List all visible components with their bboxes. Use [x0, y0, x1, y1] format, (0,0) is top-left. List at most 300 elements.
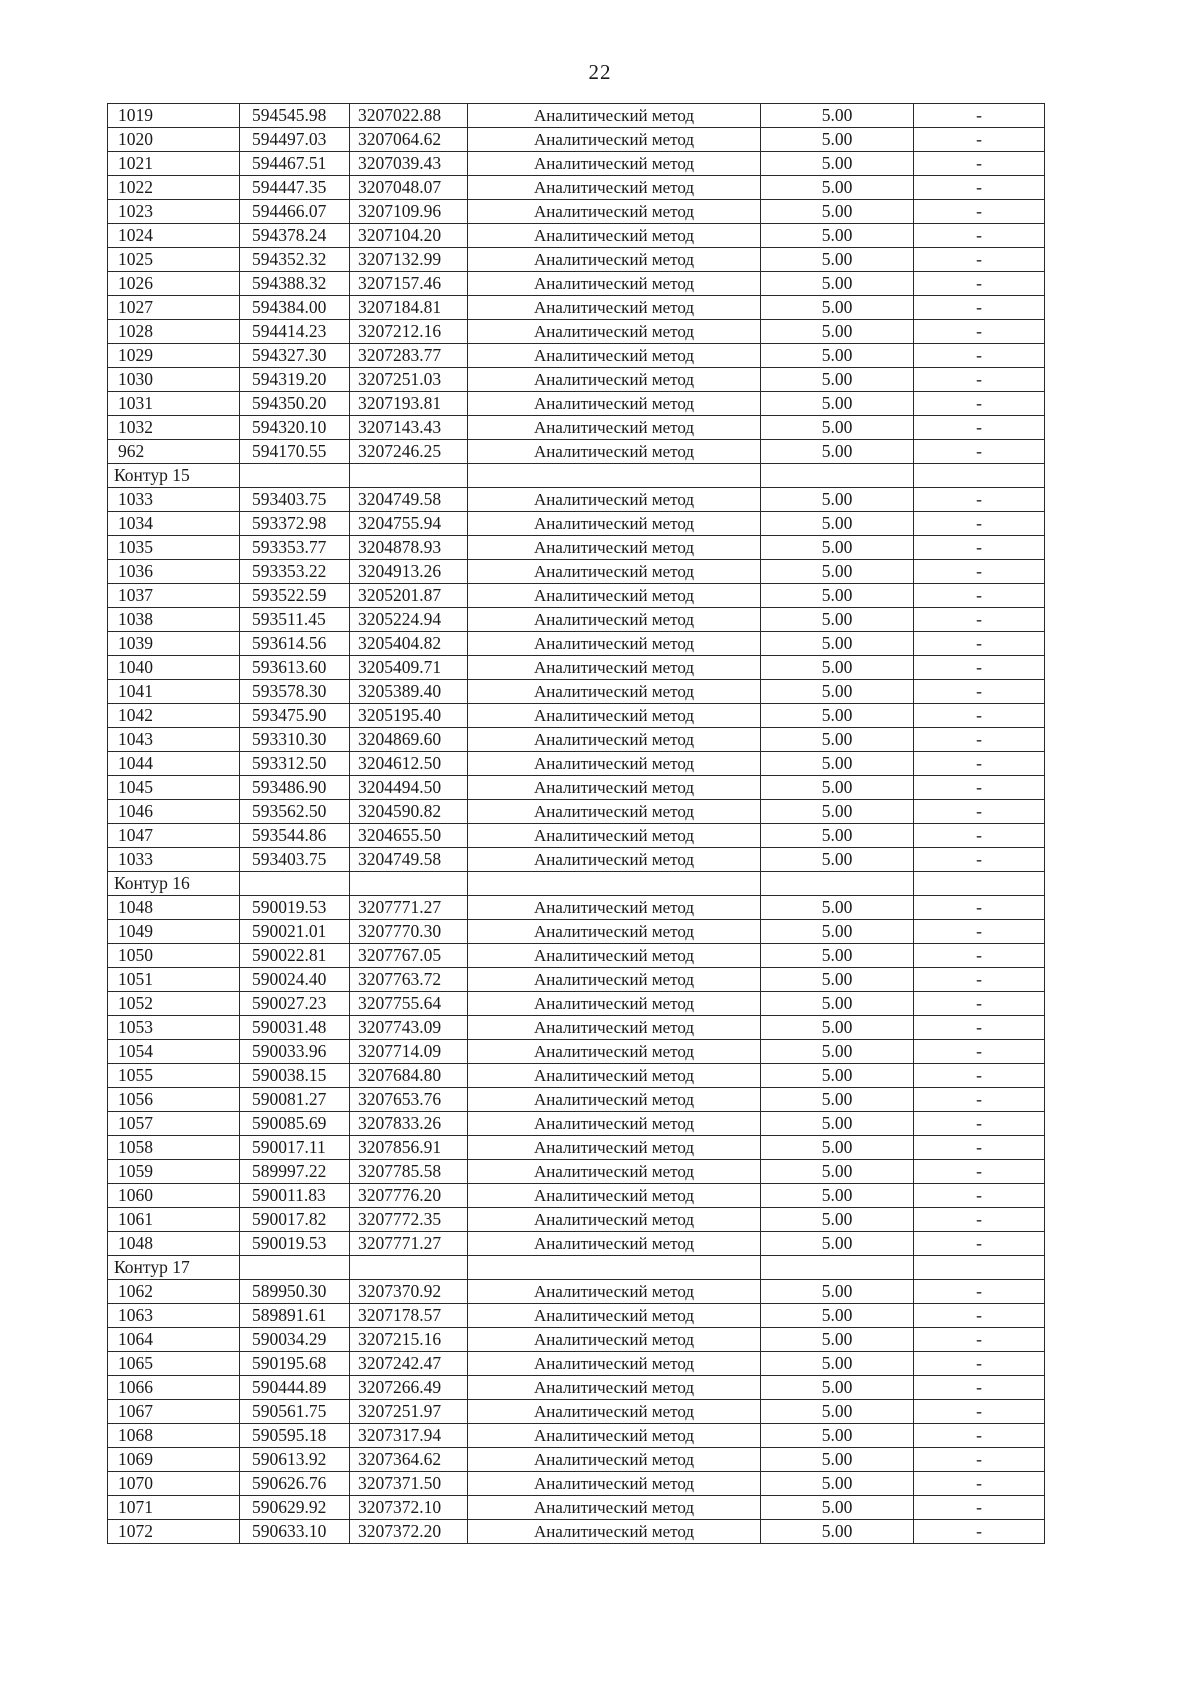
y-coordinate-cell: 3207755.64: [350, 992, 468, 1016]
accuracy-cell: 5.00: [761, 416, 914, 440]
accuracy-cell: 5.00: [761, 752, 914, 776]
method-cell: Аналитический метод: [468, 1472, 761, 1496]
point-id-cell: 1041: [108, 680, 240, 704]
method-cell: Аналитический метод: [468, 368, 761, 392]
point-id-cell: 1052: [108, 992, 240, 1016]
x-coordinate-cell: 590595.18: [240, 1424, 350, 1448]
table-row: [108, 1040, 1045, 1064]
empty-cell: [350, 872, 468, 896]
x-coordinate-cell: 594170.55: [240, 440, 350, 464]
method-cell: Аналитический метод: [468, 824, 761, 848]
table-row: [108, 1064, 1045, 1088]
method-cell: Аналитический метод: [468, 1280, 761, 1304]
point-id-cell: 1065: [108, 1352, 240, 1376]
empty-cell: [468, 872, 761, 896]
point-id-cell: 962: [108, 440, 240, 464]
method-cell: Аналитический метод: [468, 968, 761, 992]
x-coordinate-cell: 593544.86: [240, 824, 350, 848]
note-cell: -: [914, 992, 1045, 1016]
method-cell: Аналитический метод: [468, 1160, 761, 1184]
note-cell: -: [914, 200, 1045, 224]
empty-cell: [761, 872, 914, 896]
point-id-cell: 1053: [108, 1016, 240, 1040]
coordinates-table: [107, 103, 1045, 1544]
table-row: [108, 680, 1045, 704]
point-id-cell: 1067: [108, 1400, 240, 1424]
note-cell: -: [914, 584, 1045, 608]
table-row: [108, 1376, 1045, 1400]
accuracy-cell: 5.00: [761, 512, 914, 536]
point-id-cell: 1040: [108, 656, 240, 680]
contour-header-row: [108, 872, 1045, 896]
accuracy-cell: 5.00: [761, 992, 914, 1016]
y-coordinate-cell: 3204913.26: [350, 560, 468, 584]
y-coordinate-cell: 3207246.25: [350, 440, 468, 464]
note-cell: -: [914, 416, 1045, 440]
table-row: [108, 800, 1045, 824]
table-row: [108, 536, 1045, 560]
note-cell: -: [914, 752, 1045, 776]
point-id-cell: 1058: [108, 1136, 240, 1160]
contour-header-row: [108, 464, 1045, 488]
accuracy-cell: 5.00: [761, 1448, 914, 1472]
empty-cell: [350, 464, 468, 488]
y-coordinate-cell: 3204749.58: [350, 848, 468, 872]
method-cell: Аналитический метод: [468, 560, 761, 584]
method-cell: Аналитический метод: [468, 1136, 761, 1160]
method-cell: Аналитический метод: [468, 1088, 761, 1112]
point-id-cell: 1024: [108, 224, 240, 248]
point-id-cell: 1043: [108, 728, 240, 752]
method-cell: Аналитический метод: [468, 152, 761, 176]
y-coordinate-cell: 3204612.50: [350, 752, 468, 776]
table-row: [108, 1136, 1045, 1160]
empty-cell: [914, 872, 1045, 896]
accuracy-cell: 5.00: [761, 296, 914, 320]
note-cell: -: [914, 632, 1045, 656]
accuracy-cell: 5.00: [761, 1400, 914, 1424]
x-coordinate-cell: 594447.35: [240, 176, 350, 200]
y-coordinate-cell: 3207771.27: [350, 1232, 468, 1256]
accuracy-cell: 5.00: [761, 1160, 914, 1184]
empty-cell: [914, 1256, 1045, 1280]
accuracy-cell: 5.00: [761, 200, 914, 224]
note-cell: -: [914, 1040, 1045, 1064]
note-cell: -: [914, 1400, 1045, 1424]
x-coordinate-cell: 593511.45: [240, 608, 350, 632]
note-cell: -: [914, 344, 1045, 368]
x-coordinate-cell: 590195.68: [240, 1352, 350, 1376]
x-coordinate-cell: 593353.77: [240, 536, 350, 560]
x-coordinate-cell: 593353.22: [240, 560, 350, 584]
method-cell: Аналитический метод: [468, 392, 761, 416]
note-cell: -: [914, 152, 1045, 176]
note-cell: -: [914, 680, 1045, 704]
note-cell: -: [914, 1232, 1045, 1256]
note-cell: -: [914, 320, 1045, 344]
y-coordinate-cell: 3207833.26: [350, 1112, 468, 1136]
point-id-cell: 1050: [108, 944, 240, 968]
note-cell: -: [914, 1088, 1045, 1112]
y-coordinate-cell: 3207143.43: [350, 416, 468, 440]
y-coordinate-cell: 3207684.80: [350, 1064, 468, 1088]
y-coordinate-cell: 3204749.58: [350, 488, 468, 512]
table-row: [108, 848, 1045, 872]
x-coordinate-cell: 593486.90: [240, 776, 350, 800]
point-id-cell: 1070: [108, 1472, 240, 1496]
point-id-cell: 1028: [108, 320, 240, 344]
table-row: [108, 272, 1045, 296]
x-coordinate-cell: 593403.75: [240, 848, 350, 872]
empty-cell: [914, 464, 1045, 488]
x-coordinate-cell: 590021.01: [240, 920, 350, 944]
point-id-cell: 1057: [108, 1112, 240, 1136]
accuracy-cell: 5.00: [761, 1208, 914, 1232]
table-row: [108, 1304, 1045, 1328]
table-row: [108, 1280, 1045, 1304]
x-coordinate-cell: 593310.30: [240, 728, 350, 752]
x-coordinate-cell: 593312.50: [240, 752, 350, 776]
method-cell: Аналитический метод: [468, 224, 761, 248]
method-cell: Аналитический метод: [468, 584, 761, 608]
point-id-cell: 1051: [108, 968, 240, 992]
accuracy-cell: 5.00: [761, 632, 914, 656]
x-coordinate-cell: 590626.76: [240, 1472, 350, 1496]
note-cell: -: [914, 128, 1045, 152]
empty-cell: [350, 1256, 468, 1280]
table-row: [108, 200, 1045, 224]
note-cell: -: [914, 704, 1045, 728]
y-coordinate-cell: 3205389.40: [350, 680, 468, 704]
accuracy-cell: 5.00: [761, 224, 914, 248]
point-id-cell: 1062: [108, 1280, 240, 1304]
x-coordinate-cell: 594467.51: [240, 152, 350, 176]
y-coordinate-cell: 3207364.62: [350, 1448, 468, 1472]
accuracy-cell: 5.00: [761, 1016, 914, 1040]
y-coordinate-cell: 3207242.47: [350, 1352, 468, 1376]
accuracy-cell: 5.00: [761, 608, 914, 632]
x-coordinate-cell: 590613.92: [240, 1448, 350, 1472]
accuracy-cell: 5.00: [761, 128, 914, 152]
x-coordinate-cell: 593522.59: [240, 584, 350, 608]
empty-cell: [240, 464, 350, 488]
contour-label: Контур 15: [108, 464, 240, 488]
note-cell: -: [914, 848, 1045, 872]
point-id-cell: 1063: [108, 1304, 240, 1328]
note-cell: -: [914, 1160, 1045, 1184]
table-row: [108, 1472, 1045, 1496]
accuracy-cell: 5.00: [761, 1496, 914, 1520]
y-coordinate-cell: 3205201.87: [350, 584, 468, 608]
method-cell: Аналитический метод: [468, 608, 761, 632]
point-id-cell: 1056: [108, 1088, 240, 1112]
method-cell: Аналитический метод: [468, 776, 761, 800]
point-id-cell: 1033: [108, 488, 240, 512]
x-coordinate-cell: 589997.22: [240, 1160, 350, 1184]
method-cell: Аналитический метод: [468, 344, 761, 368]
empty-cell: [761, 464, 914, 488]
method-cell: Аналитический метод: [468, 920, 761, 944]
table-row: [108, 440, 1045, 464]
method-cell: Аналитический метод: [468, 272, 761, 296]
note-cell: -: [914, 656, 1045, 680]
accuracy-cell: 5.00: [761, 560, 914, 584]
empty-cell: [240, 872, 350, 896]
table-row: [108, 344, 1045, 368]
point-id-cell: 1055: [108, 1064, 240, 1088]
accuracy-cell: 5.00: [761, 488, 914, 512]
y-coordinate-cell: 3207039.43: [350, 152, 468, 176]
note-cell: -: [914, 1352, 1045, 1376]
table-row: [108, 512, 1045, 536]
y-coordinate-cell: 3207317.94: [350, 1424, 468, 1448]
point-id-cell: 1048: [108, 896, 240, 920]
note-cell: -: [914, 1424, 1045, 1448]
point-id-cell: 1037: [108, 584, 240, 608]
x-coordinate-cell: 594497.03: [240, 128, 350, 152]
accuracy-cell: 5.00: [761, 896, 914, 920]
accuracy-cell: 5.00: [761, 1136, 914, 1160]
x-coordinate-cell: 590081.27: [240, 1088, 350, 1112]
accuracy-cell: 5.00: [761, 680, 914, 704]
accuracy-cell: 5.00: [761, 392, 914, 416]
y-coordinate-cell: 3207212.16: [350, 320, 468, 344]
table-row: [108, 608, 1045, 632]
x-coordinate-cell: 590033.96: [240, 1040, 350, 1064]
note-cell: -: [914, 944, 1045, 968]
note-cell: -: [914, 1280, 1045, 1304]
point-id-cell: 1035: [108, 536, 240, 560]
point-id-cell: 1038: [108, 608, 240, 632]
point-id-cell: 1045: [108, 776, 240, 800]
x-coordinate-cell: 594320.10: [240, 416, 350, 440]
method-cell: Аналитический метод: [468, 1496, 761, 1520]
table-row: [108, 632, 1045, 656]
point-id-cell: 1031: [108, 392, 240, 416]
x-coordinate-cell: 590034.29: [240, 1328, 350, 1352]
y-coordinate-cell: 3207372.20: [350, 1520, 468, 1544]
y-coordinate-cell: 3207772.35: [350, 1208, 468, 1232]
note-cell: -: [914, 296, 1045, 320]
y-coordinate-cell: 3207178.57: [350, 1304, 468, 1328]
x-coordinate-cell: 594352.32: [240, 248, 350, 272]
accuracy-cell: 5.00: [761, 1520, 914, 1544]
x-coordinate-cell: 590085.69: [240, 1112, 350, 1136]
table-row: [108, 824, 1045, 848]
method-cell: Аналитический метод: [468, 1400, 761, 1424]
point-id-cell: 1044: [108, 752, 240, 776]
point-id-cell: 1034: [108, 512, 240, 536]
accuracy-cell: 5.00: [761, 272, 914, 296]
note-cell: -: [914, 1136, 1045, 1160]
note-cell: -: [914, 392, 1045, 416]
accuracy-cell: 5.00: [761, 656, 914, 680]
accuracy-cell: 5.00: [761, 776, 914, 800]
accuracy-cell: 5.00: [761, 104, 914, 128]
table-row: [108, 992, 1045, 1016]
y-coordinate-cell: 3207763.72: [350, 968, 468, 992]
contour-label: Контур 17: [108, 1256, 240, 1280]
y-coordinate-cell: 3207785.58: [350, 1160, 468, 1184]
table-row: [108, 368, 1045, 392]
accuracy-cell: 5.00: [761, 248, 914, 272]
note-cell: -: [914, 728, 1045, 752]
table-row: [108, 1400, 1045, 1424]
accuracy-cell: 5.00: [761, 1304, 914, 1328]
point-id-cell: 1033: [108, 848, 240, 872]
accuracy-cell: 5.00: [761, 1088, 914, 1112]
point-id-cell: 1026: [108, 272, 240, 296]
accuracy-cell: 5.00: [761, 440, 914, 464]
y-coordinate-cell: 3207372.10: [350, 1496, 468, 1520]
point-id-cell: 1029: [108, 344, 240, 368]
point-id-cell: 1061: [108, 1208, 240, 1232]
x-coordinate-cell: 593403.75: [240, 488, 350, 512]
accuracy-cell: 5.00: [761, 1328, 914, 1352]
y-coordinate-cell: 3207193.81: [350, 392, 468, 416]
table-row: [108, 560, 1045, 584]
y-coordinate-cell: 3207776.20: [350, 1184, 468, 1208]
x-coordinate-cell: 590022.81: [240, 944, 350, 968]
table-row: [108, 1016, 1045, 1040]
method-cell: Аналитический метод: [468, 704, 761, 728]
method-cell: Аналитический метод: [468, 512, 761, 536]
method-cell: Аналитический метод: [468, 1016, 761, 1040]
accuracy-cell: 5.00: [761, 1280, 914, 1304]
note-cell: -: [914, 1472, 1045, 1496]
point-id-cell: 1042: [108, 704, 240, 728]
point-id-cell: 1019: [108, 104, 240, 128]
accuracy-cell: 5.00: [761, 176, 914, 200]
method-cell: Аналитический метод: [468, 416, 761, 440]
point-id-cell: 1059: [108, 1160, 240, 1184]
y-coordinate-cell: 3207767.05: [350, 944, 468, 968]
table-row: [108, 1160, 1045, 1184]
y-coordinate-cell: 3207132.99: [350, 248, 468, 272]
method-cell: Аналитический метод: [468, 1448, 761, 1472]
table-row: [108, 920, 1045, 944]
x-coordinate-cell: 593614.56: [240, 632, 350, 656]
x-coordinate-cell: 590031.48: [240, 1016, 350, 1040]
accuracy-cell: 5.00: [761, 1376, 914, 1400]
accuracy-cell: 5.00: [761, 944, 914, 968]
note-cell: -: [914, 608, 1045, 632]
y-coordinate-cell: 3207251.97: [350, 1400, 468, 1424]
y-coordinate-cell: 3207022.88: [350, 104, 468, 128]
method-cell: Аналитический метод: [468, 1064, 761, 1088]
x-coordinate-cell: 594545.98: [240, 104, 350, 128]
y-coordinate-cell: 3207266.49: [350, 1376, 468, 1400]
point-id-cell: 1060: [108, 1184, 240, 1208]
method-cell: Аналитический метод: [468, 440, 761, 464]
x-coordinate-cell: 594388.32: [240, 272, 350, 296]
table-row: [108, 128, 1045, 152]
method-cell: Аналитический метод: [468, 1376, 761, 1400]
point-id-cell: 1069: [108, 1448, 240, 1472]
y-coordinate-cell: 3207104.20: [350, 224, 468, 248]
x-coordinate-cell: 593475.90: [240, 704, 350, 728]
method-cell: Аналитический метод: [468, 1208, 761, 1232]
method-cell: Аналитический метод: [468, 1232, 761, 1256]
accuracy-cell: 5.00: [761, 1424, 914, 1448]
point-id-cell: 1030: [108, 368, 240, 392]
point-id-cell: 1064: [108, 1328, 240, 1352]
point-id-cell: 1046: [108, 800, 240, 824]
x-coordinate-cell: 590027.23: [240, 992, 350, 1016]
note-cell: -: [914, 968, 1045, 992]
x-coordinate-cell: 594350.20: [240, 392, 350, 416]
empty-cell: [240, 1256, 350, 1280]
method-cell: Аналитический метод: [468, 536, 761, 560]
note-cell: -: [914, 1448, 1045, 1472]
table-row: [108, 752, 1045, 776]
contour-header-row: [108, 1256, 1045, 1280]
y-coordinate-cell: 3207653.76: [350, 1088, 468, 1112]
accuracy-cell: 5.00: [761, 920, 914, 944]
note-cell: -: [914, 1064, 1045, 1088]
note-cell: -: [914, 1496, 1045, 1520]
x-coordinate-cell: 594414.23: [240, 320, 350, 344]
accuracy-cell: 5.00: [761, 824, 914, 848]
accuracy-cell: 5.00: [761, 800, 914, 824]
table-row: [108, 1088, 1045, 1112]
x-coordinate-cell: 590561.75: [240, 1400, 350, 1424]
x-coordinate-cell: 594384.00: [240, 296, 350, 320]
y-coordinate-cell: 3204590.82: [350, 800, 468, 824]
y-coordinate-cell: 3207371.50: [350, 1472, 468, 1496]
table-row: [108, 416, 1045, 440]
point-id-cell: 1032: [108, 416, 240, 440]
y-coordinate-cell: 3204655.50: [350, 824, 468, 848]
y-coordinate-cell: 3205404.82: [350, 632, 468, 656]
x-coordinate-cell: 590017.82: [240, 1208, 350, 1232]
x-coordinate-cell: 594327.30: [240, 344, 350, 368]
accuracy-cell: 5.00: [761, 152, 914, 176]
coordinates-table-wrapper: [107, 103, 1044, 1544]
empty-cell: [761, 1256, 914, 1280]
accuracy-cell: 5.00: [761, 1112, 914, 1136]
x-coordinate-cell: 594466.07: [240, 200, 350, 224]
note-cell: -: [914, 1328, 1045, 1352]
note-cell: -: [914, 1208, 1045, 1232]
note-cell: -: [914, 1376, 1045, 1400]
y-coordinate-cell: 3207184.81: [350, 296, 468, 320]
table-row: [108, 1208, 1045, 1232]
accuracy-cell: 5.00: [761, 1184, 914, 1208]
y-coordinate-cell: 3207743.09: [350, 1016, 468, 1040]
x-coordinate-cell: 590024.40: [240, 968, 350, 992]
y-coordinate-cell: 3207251.03: [350, 368, 468, 392]
method-cell: Аналитический метод: [468, 1424, 761, 1448]
y-coordinate-cell: 3204878.93: [350, 536, 468, 560]
accuracy-cell: 5.00: [761, 704, 914, 728]
y-coordinate-cell: 3207770.30: [350, 920, 468, 944]
table-row: [108, 392, 1045, 416]
note-cell: -: [914, 224, 1045, 248]
table-row: [108, 656, 1045, 680]
accuracy-cell: 5.00: [761, 536, 914, 560]
page-number: 22: [588, 60, 612, 84]
y-coordinate-cell: 3205195.40: [350, 704, 468, 728]
x-coordinate-cell: 590011.83: [240, 1184, 350, 1208]
table-row: [108, 1424, 1045, 1448]
point-id-cell: 1020: [108, 128, 240, 152]
note-cell: -: [914, 1520, 1045, 1544]
table-row: [108, 1112, 1045, 1136]
method-cell: Аналитический метод: [468, 944, 761, 968]
y-coordinate-cell: 3207215.16: [350, 1328, 468, 1352]
y-coordinate-cell: 3207714.09: [350, 1040, 468, 1064]
